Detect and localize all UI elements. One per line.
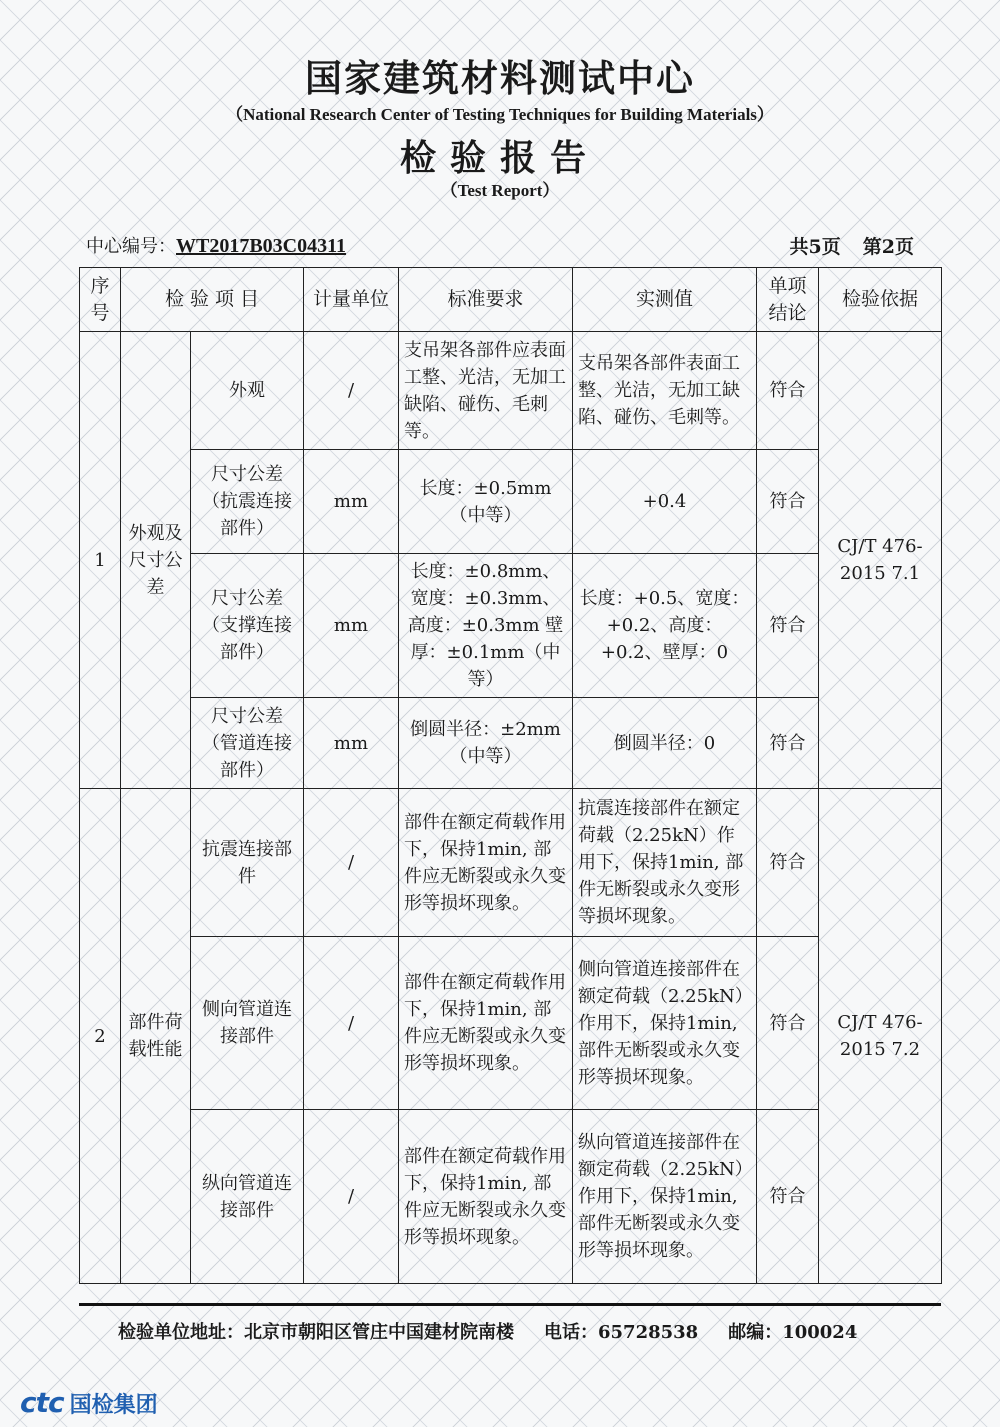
row-standard: 长度：±0.8mm、宽度：±0.3mm、高度：±0.3mm 壁厚：±0.1mm（中等） [399, 554, 573, 698]
header-seq: 序号 [80, 268, 121, 332]
row-unit: / [304, 789, 399, 937]
row-item: 尺寸公差（抗震连接部件） [191, 450, 304, 554]
row-item: 侧向管道连接部件 [191, 937, 304, 1110]
phone: 65728538 [598, 1322, 699, 1343]
row-item: 尺寸公差（管道连接部件） [191, 698, 304, 789]
row-measured: 支吊架各部件表面工整、光洁，无加工缺陷、碰伤、毛刺等。 [573, 332, 757, 450]
total-pages: 共5页 [789, 236, 841, 258]
row-standard: 部件在额定荷载作用下，保持1min, 部件应无断裂或永久变形等损坏现象。 [399, 937, 573, 1110]
header-measured: 实测值 [573, 268, 757, 332]
row-item: 尺寸公差（支撑连接部件） [191, 554, 304, 698]
group1-basis: CJ/T 476-2015 7.1 [819, 332, 942, 789]
table-row [80, 1110, 942, 1284]
center-number-row [86, 232, 346, 258]
row-conclusion: 符合 [757, 698, 819, 789]
table-row [80, 332, 942, 450]
row-unit: mm [304, 554, 399, 698]
row-item: 外观 [191, 332, 304, 450]
row-conclusion: 符合 [757, 554, 819, 698]
table-header-row [80, 268, 942, 332]
header-unit: 计量单位 [304, 268, 399, 332]
header-conclusion: 单项结论 [757, 268, 819, 332]
row-unit: / [304, 332, 399, 450]
row-unit: mm [304, 450, 399, 554]
row-unit: / [304, 1110, 399, 1284]
institution-title-cn: 国家建筑材料测试中心 [305, 57, 695, 100]
table-row [80, 450, 942, 554]
table-row [80, 789, 942, 937]
group1-name: 外观及尺寸公差 [121, 332, 191, 789]
page-number: 第2页 [862, 236, 914, 258]
row-standard: 部件在额定荷载作用下，保持1min, 部件应无断裂或永久变形等损坏现象。 [399, 1110, 573, 1284]
center-number: WT2017B03C04311 [176, 235, 347, 257]
report-title-cn: 检验报告 [399, 138, 600, 179]
row-item: 抗震连接部件 [191, 789, 304, 937]
address-label: 检验单位地址： [118, 1322, 244, 1343]
row-measured: 纵向管道连接部件在额定荷载（2.25kN）作用下，保持1min, 部件无断裂或永久变形等损坏现象。 [573, 1110, 757, 1284]
header-basis: 检验依据 [819, 268, 942, 332]
row-conclusion: 符合 [757, 1110, 819, 1284]
address: 北京市朝阳区管庄中国建材院南楼 [244, 1322, 514, 1343]
table-row [80, 698, 942, 789]
row-standard: 倒圆半径：±2mm（中等） [399, 698, 573, 789]
header-standard: 标准要求 [399, 268, 573, 332]
report-title-en: （Test Report） [440, 181, 560, 200]
row-standard: 支吊架各部件应表面工整、光洁，无加工缺陷、碰伤、毛刺等。 [399, 332, 573, 450]
row-measured: 长度：+0.5、宽度：+0.2、高度：+0.2、壁厚：0 [573, 554, 757, 698]
group1-seq: 1 [80, 332, 121, 789]
phone-label: 电话： [544, 1322, 598, 1343]
postcode: 100024 [782, 1322, 858, 1343]
row-standard: 长度：±0.5mm（中等） [399, 450, 573, 554]
footer-divider [79, 1303, 941, 1306]
postcode-label: 邮编： [728, 1322, 783, 1343]
logo-abbr: ctc [20, 1386, 64, 1419]
row-measured: 抗震连接部件在额定荷载（2.25kN）作用下，保持1min, 部件无断裂或永久变形等损坏现象。 [573, 789, 757, 937]
group2-basis: CJ/T 476-2015 7.2 [819, 789, 942, 1284]
row-measured: 侧向管道连接部件在额定荷载（2.25kN）作用下，保持1min, 部件无断裂或永久变形等损坏现象。 [573, 937, 757, 1110]
row-unit: / [304, 937, 399, 1110]
row-measured: 倒圆半径：0 [573, 698, 757, 789]
logo-name: 国检集团 [69, 1393, 158, 1418]
header-item: 检 验 项 目 [121, 268, 304, 332]
group2-seq: 2 [80, 789, 121, 1284]
row-unit: mm [304, 698, 399, 789]
test-results-table [79, 267, 942, 1284]
ctc-logo [20, 1386, 158, 1419]
institution-title-en: （National Research Center of Testing Techniques for Building Materials） [226, 105, 774, 124]
row-standard: 部件在额定荷载作用下，保持1min, 部件应无断裂或永久变形等损坏现象。 [399, 789, 573, 937]
center-number-label: 中心编号： [86, 236, 176, 257]
group2-name: 部件荷载性能 [121, 789, 191, 1284]
row-measured: +0.4 [573, 450, 757, 554]
row-conclusion: 符合 [757, 332, 819, 450]
table-row [80, 937, 942, 1110]
row-conclusion: 符合 [757, 450, 819, 554]
page-indicator [768, 232, 914, 259]
row-item: 纵向管道连接部件 [191, 1110, 304, 1284]
table-row [80, 554, 942, 698]
footer-contact [118, 1318, 857, 1344]
row-conclusion: 符合 [757, 789, 819, 937]
row-conclusion: 符合 [757, 937, 819, 1110]
